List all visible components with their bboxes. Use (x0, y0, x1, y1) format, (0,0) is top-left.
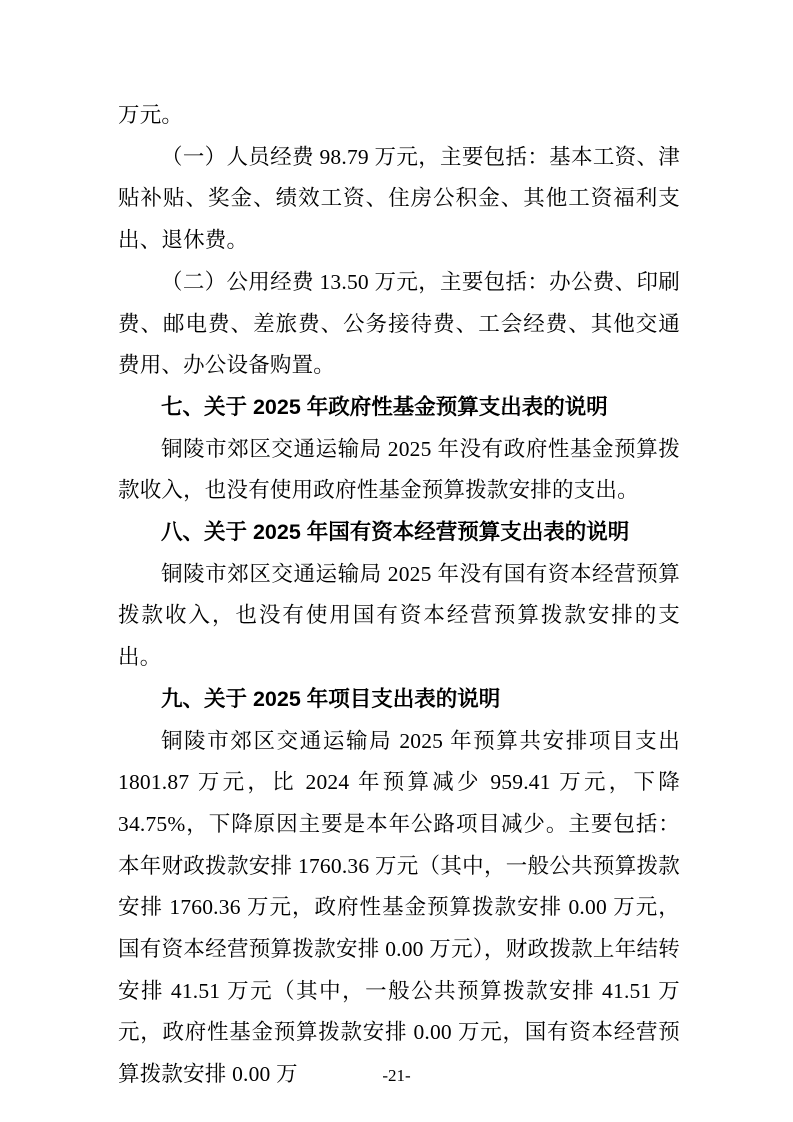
section-heading: 九、关于 2025 年项目支出表的说明 (161, 686, 501, 711)
body-paragraph: 铜陵市郊区交通运输局 2025 年没有国有资本经营预算拨款收入，也没有使用国有资本经营预算拨款安排的支出。 (118, 561, 680, 670)
document-body (118, 95, 680, 1096)
section-heading: 七、关于 2025 年政府性基金预算支出表的说明 (161, 394, 608, 419)
body-paragraph: 铜陵市郊区交通运输局 2025 年预算共安排项目支出 1801.87 万元，比 2024 年预算减少 959.41 万元，下降 34.75%，下降原因主要是本年公路项目减少。主要包括：本年财政拨款安排 1760.36 万元（其中，一般公共预算拨款安排 1760.36 万元，政府性基金预算拨款安排 0.00 万元，国有资本经营预算拨款安排 0.00 万元），财政拨款上年结转安排 41.51 万元（其中，一般公共预算拨款安排 41.51 万元，政府性基金预算拨款安排 0.00 万元，国有资本经营预算拨款安排 0.00 万 (118, 728, 680, 1087)
body-paragraph: （一）人员经费 98.79 万元，主要包括：基本工资、津贴补贴、奖金、绩效工资、住房公积金、其他工资福利支出、退休费。 (118, 144, 680, 253)
section-heading: 八、关于 2025 年国有资本经营预算支出表的说明 (161, 520, 630, 545)
body-paragraph: 铜陵市郊区交通运输局 2025 年没有政府性基金预算拨款收入，也没有使用政府性基金预算拨款安排的支出。 (118, 436, 680, 503)
page-number: -21- (382, 1066, 411, 1085)
continuation-paragraph: 万元。 (118, 103, 184, 127)
body-paragraph: （二）公用经费 13.50 万元，主要包括：办公费、印刷费、邮电费、差旅费、公务接待费、工会经费、其他交通费用、办公设备购置。 (118, 269, 680, 378)
